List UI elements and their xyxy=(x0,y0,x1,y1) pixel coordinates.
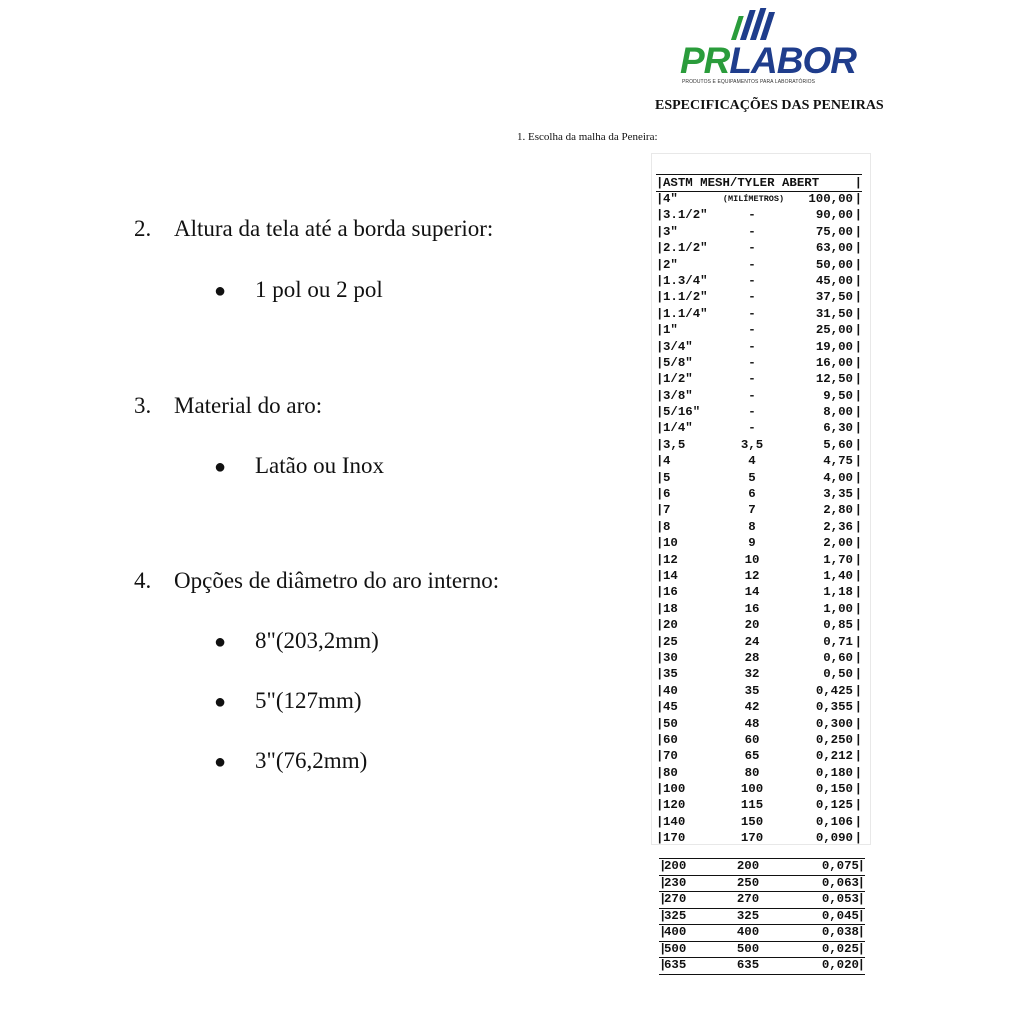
opening-mm-cell: 1,18 xyxy=(823,585,853,600)
mesh-astm-cell: | 50 xyxy=(663,716,678,731)
table-row xyxy=(656,306,862,322)
logo-wordmark xyxy=(680,42,856,79)
table-row xyxy=(656,683,862,699)
opening-mm-cell: 4,00 xyxy=(823,470,853,485)
table-row xyxy=(656,797,862,813)
mesh-tyler-cell: 100 xyxy=(740,782,764,797)
mesh-tyler-cell: 5 xyxy=(748,470,756,485)
table-row xyxy=(656,355,862,371)
mesh-astm-cell: | 1" xyxy=(663,323,678,338)
opening-mm-cell: 19,00 xyxy=(815,339,853,354)
opening-mm-cell: 31,50 xyxy=(815,306,853,321)
opening-mm-cell: 2,36 xyxy=(823,519,853,534)
opening-mm-cell: 2,00 xyxy=(823,536,853,551)
mesh-tyler-cell: 20 xyxy=(744,618,760,633)
opening-mm-cell: 0,038 xyxy=(821,925,859,939)
mesh-tyler-cell: 42 xyxy=(744,700,760,715)
table-row xyxy=(656,535,862,551)
mesh-astm-cell: | 12 xyxy=(663,552,678,567)
mesh-tyler-cell: - xyxy=(748,421,756,436)
mesh-tyler-cell: - xyxy=(748,355,756,370)
bullet-text: 3"(76,2mm) xyxy=(255,748,368,773)
mesh-astm-cell: | 400 xyxy=(664,925,687,939)
mesh-tyler-cell: 24 xyxy=(744,634,760,649)
opening-mm-cell: 9,50 xyxy=(823,388,853,403)
mesh-tyler-cell: 12 xyxy=(744,568,760,583)
table-row xyxy=(656,781,862,797)
table-row xyxy=(659,925,865,942)
mesh-tyler-cell: 14 xyxy=(744,585,760,600)
table-row xyxy=(656,207,862,223)
bullet-item xyxy=(214,688,362,714)
table-row xyxy=(656,420,862,436)
table-row xyxy=(656,502,862,518)
mesh-tyler-cell: 270 xyxy=(736,892,760,906)
list-item-1: 1. Escolha da malha da Peneira: xyxy=(517,131,658,143)
mesh-astm-cell: | 18 xyxy=(663,601,678,616)
opening-mm-cell: 2,80 xyxy=(823,503,853,518)
mesh-astm-cell: | 20 xyxy=(663,618,678,633)
opening-mm-cell: 25,00 xyxy=(815,323,853,338)
opening-mm-cell: 6,30 xyxy=(823,421,853,436)
mesh-astm-cell: | 25 xyxy=(663,634,678,649)
mesh-tyler-cell: - xyxy=(748,273,756,288)
mesh-astm-cell: | 1.3/4" xyxy=(663,273,708,288)
table-row xyxy=(656,716,862,732)
mesh-astm-cell: | 120 xyxy=(663,798,686,813)
mesh-astm-cell: | 7 xyxy=(663,503,671,518)
opening-mm-cell: 0,020 xyxy=(821,958,859,972)
bullet-item xyxy=(214,453,384,479)
mesh-astm-cell: | 1.1/4" xyxy=(663,306,708,321)
mesh-astm-cell: | 3" xyxy=(663,224,678,239)
opening-mm-cell: 0,60 xyxy=(823,650,853,665)
mesh-astm-cell: | 635 xyxy=(664,958,687,972)
opening-mm-cell: 0,85 xyxy=(823,618,853,633)
mesh-astm-cell: | 270 xyxy=(664,892,687,906)
opening-mm-cell: 0,50 xyxy=(823,667,853,682)
table-row xyxy=(656,404,862,420)
table-row xyxy=(659,859,865,876)
table-row xyxy=(656,748,862,764)
mesh-astm-cell: | 100 xyxy=(663,782,686,797)
mesh-astm-cell: | 1/4" xyxy=(663,421,693,436)
mesh-tyler-cell: (MILÍMETROS) xyxy=(722,194,785,204)
opening-mm-cell: 0,425 xyxy=(815,683,853,698)
mesh-tyler-cell: 9 xyxy=(748,536,756,551)
opening-mm-cell: 1,40 xyxy=(823,568,853,583)
item-number: 2. xyxy=(134,216,152,241)
mesh-tyler-cell: 150 xyxy=(740,814,764,829)
table-row xyxy=(656,289,862,305)
mesh-tyler-cell: 60 xyxy=(744,732,760,747)
list-item-2 xyxy=(134,216,493,242)
table-row xyxy=(656,617,862,633)
opening-mm-cell: 0,106 xyxy=(815,814,853,829)
mesh-astm-cell: | 5/8" xyxy=(663,355,693,370)
item-text: Material do aro: xyxy=(174,393,323,418)
bullet-item xyxy=(214,628,379,654)
table-row xyxy=(656,568,862,584)
table-row xyxy=(656,601,862,617)
table-row xyxy=(659,942,865,959)
logo-labor: LABOR xyxy=(729,40,856,81)
bullet-text: 8"(203,2mm) xyxy=(255,628,379,653)
mesh-astm-cell: | 3/8" xyxy=(663,388,693,403)
mesh-tyler-cell: 400 xyxy=(736,925,760,939)
mesh-astm-cell: | 45 xyxy=(663,700,678,715)
opening-mm-cell: 0,063 xyxy=(821,875,859,890)
opening-mm-cell: 63,00 xyxy=(815,241,853,256)
table-row xyxy=(656,224,862,240)
opening-mm-cell: 3,35 xyxy=(823,487,853,502)
opening-mm-cell: 1,70 xyxy=(823,552,853,567)
opening-mm-cell: 0,71 xyxy=(823,634,853,649)
table-row xyxy=(656,814,862,830)
mesh-astm-cell: | 1.1/2" xyxy=(663,290,708,305)
page-title: ESPECIFICAÇÕES DAS PENEIRAS xyxy=(655,98,884,113)
opening-mm-cell: 1,00 xyxy=(823,601,853,616)
mesh-astm-cell: | 2" xyxy=(663,257,678,272)
table-row xyxy=(656,634,862,650)
table-row xyxy=(656,322,862,338)
table-row xyxy=(656,584,862,600)
mesh-tyler-cell: 7 xyxy=(748,503,756,518)
opening-mm-cell: 0,212 xyxy=(815,749,853,764)
table-row xyxy=(656,519,862,535)
table-row xyxy=(656,273,862,289)
opening-mm-cell: 8,00 xyxy=(823,405,853,420)
mesh-astm-cell: | 3.1/2" xyxy=(663,208,708,223)
opening-mm-cell: 4,75 xyxy=(823,454,853,469)
opening-mm-cell: 5,60 xyxy=(823,437,853,452)
table-row xyxy=(656,470,862,486)
mesh-astm-cell: | 3,5 xyxy=(663,437,686,452)
mesh-tyler-cell: 200 xyxy=(736,859,760,873)
mesh-astm-cell: | 40 xyxy=(663,683,678,698)
mesh-astm-cell: | 4 xyxy=(663,454,671,469)
bullet-text: 5"(127mm) xyxy=(255,688,362,713)
mesh-astm-cell: | 5 xyxy=(663,470,671,485)
opening-mm-cell: 75,00 xyxy=(815,224,853,239)
table-row xyxy=(656,191,862,207)
mesh-tyler-cell: 3,5 xyxy=(740,437,764,452)
opening-mm-cell: 0,045 xyxy=(821,908,859,923)
mesh-astm-cell: | 1/2" xyxy=(663,372,693,387)
mesh-tyler-cell: 10 xyxy=(744,552,760,567)
opening-mm-cell: 0,355 xyxy=(815,700,853,715)
mesh-astm-cell: | 5/16" xyxy=(663,405,701,420)
item-number: 4. xyxy=(134,568,152,593)
sieve-table xyxy=(656,191,862,847)
opening-mm-cell: 0,180 xyxy=(815,765,853,780)
mesh-astm-cell: | 35 xyxy=(663,667,678,682)
mesh-astm-cell: | 70 xyxy=(663,749,678,764)
item-number: 3. xyxy=(134,393,152,418)
mesh-tyler-cell: 8 xyxy=(748,519,756,534)
mesh-astm-cell: | 200 xyxy=(664,859,687,873)
mesh-tyler-cell: 325 xyxy=(736,908,760,923)
mesh-astm-cell: | 3/4" xyxy=(663,339,693,354)
mesh-tyler-cell: - xyxy=(748,372,756,387)
mesh-tyler-cell: 635 xyxy=(736,958,760,972)
mesh-astm-cell: | 170 xyxy=(663,831,686,846)
logo-pr: PR xyxy=(680,40,730,81)
bullet-item xyxy=(214,748,367,774)
mesh-tyler-cell: - xyxy=(748,257,756,272)
table-row xyxy=(656,830,862,846)
mesh-tyler-cell: 115 xyxy=(740,798,764,813)
mesh-astm-cell: | 16 xyxy=(663,585,678,600)
mesh-tyler-cell: 250 xyxy=(736,875,760,890)
mesh-astm-cell: | 14 xyxy=(663,568,678,583)
opening-mm-cell: 50,00 xyxy=(815,257,853,272)
bullet-icon: ● xyxy=(214,691,227,713)
mesh-tyler-cell: - xyxy=(748,224,756,239)
mesh-astm-cell: | 80 xyxy=(663,765,678,780)
mesh-tyler-cell: 500 xyxy=(736,941,760,956)
mesh-astm-cell: | 30 xyxy=(663,650,678,665)
opening-mm-cell: 0,300 xyxy=(815,716,853,731)
opening-mm-cell: 0,150 xyxy=(815,782,853,797)
mesh-tyler-cell: 16 xyxy=(744,601,760,616)
opening-mm-cell: 0,075 xyxy=(821,859,859,873)
bullet-text: Latão ou Inox xyxy=(255,453,385,478)
mesh-astm-cell: | 500 xyxy=(664,941,687,956)
table-row xyxy=(656,666,862,682)
opening-mm-cell: 16,00 xyxy=(815,355,853,370)
table-row xyxy=(659,909,865,926)
mesh-tyler-cell: - xyxy=(748,388,756,403)
table-row xyxy=(656,240,862,256)
table-row xyxy=(656,371,862,387)
mesh-tyler-cell: 80 xyxy=(744,765,760,780)
table-row xyxy=(656,650,862,666)
table-row xyxy=(659,876,865,893)
mesh-tyler-cell: 170 xyxy=(740,831,764,846)
mesh-astm-cell: | 4" xyxy=(663,192,678,206)
mesh-tyler-cell: 65 xyxy=(744,749,760,764)
mesh-tyler-cell: - xyxy=(748,241,756,256)
table-row xyxy=(656,437,862,453)
list-item-4 xyxy=(134,568,499,594)
table-row xyxy=(656,453,862,469)
opening-mm-cell: 0,090 xyxy=(815,831,853,846)
mesh-astm-cell: | 2.1/2" xyxy=(663,241,708,256)
sieve-table-header xyxy=(656,174,862,192)
mesh-astm-cell: | 60 xyxy=(663,732,678,747)
mesh-tyler-cell: 35 xyxy=(744,683,760,698)
table-row xyxy=(656,339,862,355)
mesh-tyler-cell: - xyxy=(748,405,756,420)
mesh-tyler-cell: - xyxy=(748,339,756,354)
table-row xyxy=(656,486,862,502)
mesh-tyler-cell: 6 xyxy=(748,487,756,502)
opening-mm-cell: 0,025 xyxy=(821,941,859,956)
mesh-tyler-cell: - xyxy=(748,208,756,223)
table-row xyxy=(659,892,865,909)
mesh-astm-cell: | 6 xyxy=(663,487,671,502)
mesh-tyler-cell: 48 xyxy=(744,716,760,731)
header-text: | ASTM MESH/TYLER ABERT xyxy=(663,176,820,190)
mesh-astm-cell: | 8 xyxy=(663,519,671,534)
bullet-icon: ● xyxy=(214,631,227,653)
mesh-tyler-cell: - xyxy=(748,323,756,338)
bullet-icon: ● xyxy=(214,751,227,773)
mesh-tyler-cell: 32 xyxy=(744,667,760,682)
bullet-icon: ● xyxy=(214,280,227,302)
opening-mm-cell: 100,00 xyxy=(808,192,853,206)
opening-mm-cell: 0,053 xyxy=(821,892,859,906)
table-row xyxy=(659,958,865,975)
mesh-tyler-cell: 28 xyxy=(744,650,760,665)
prlabor-logo xyxy=(676,6,856,88)
bullet-icon: ● xyxy=(214,456,227,478)
table-row xyxy=(656,699,862,715)
table-row xyxy=(656,765,862,781)
item-text: Opções de diâmetro do aro interno: xyxy=(174,568,500,593)
opening-mm-cell: 45,00 xyxy=(815,273,853,288)
bullet-text: 1 pol ou 2 pol xyxy=(255,277,383,302)
mesh-astm-cell: | 230 xyxy=(664,875,687,890)
opening-mm-cell: 0,125 xyxy=(815,798,853,813)
sieve-table-fine xyxy=(659,858,865,975)
table-row xyxy=(656,388,862,404)
mesh-tyler-cell: 4 xyxy=(748,454,756,469)
table-row xyxy=(656,732,862,748)
mesh-astm-cell: | 10 xyxy=(663,536,678,551)
bullet-item xyxy=(214,277,383,303)
logo-tagline: PRODUTOS E EQUIPAMENTOS PARA LABORATÓRIOS xyxy=(682,79,816,85)
mesh-tyler-cell: - xyxy=(748,306,756,321)
item-text: Altura da tela até a borda superior: xyxy=(174,216,494,241)
opening-mm-cell: 12,50 xyxy=(815,372,853,387)
table-row xyxy=(656,257,862,273)
mesh-tyler-cell: - xyxy=(748,290,756,305)
table-row xyxy=(656,552,862,568)
mesh-astm-cell: | 325 xyxy=(664,908,687,923)
mesh-astm-cell: | 140 xyxy=(663,814,686,829)
opening-mm-cell: 0,250 xyxy=(815,732,853,747)
list-item-3 xyxy=(134,393,322,419)
opening-mm-cell: 37,50 xyxy=(815,290,853,305)
opening-mm-cell: 90,00 xyxy=(815,208,853,223)
